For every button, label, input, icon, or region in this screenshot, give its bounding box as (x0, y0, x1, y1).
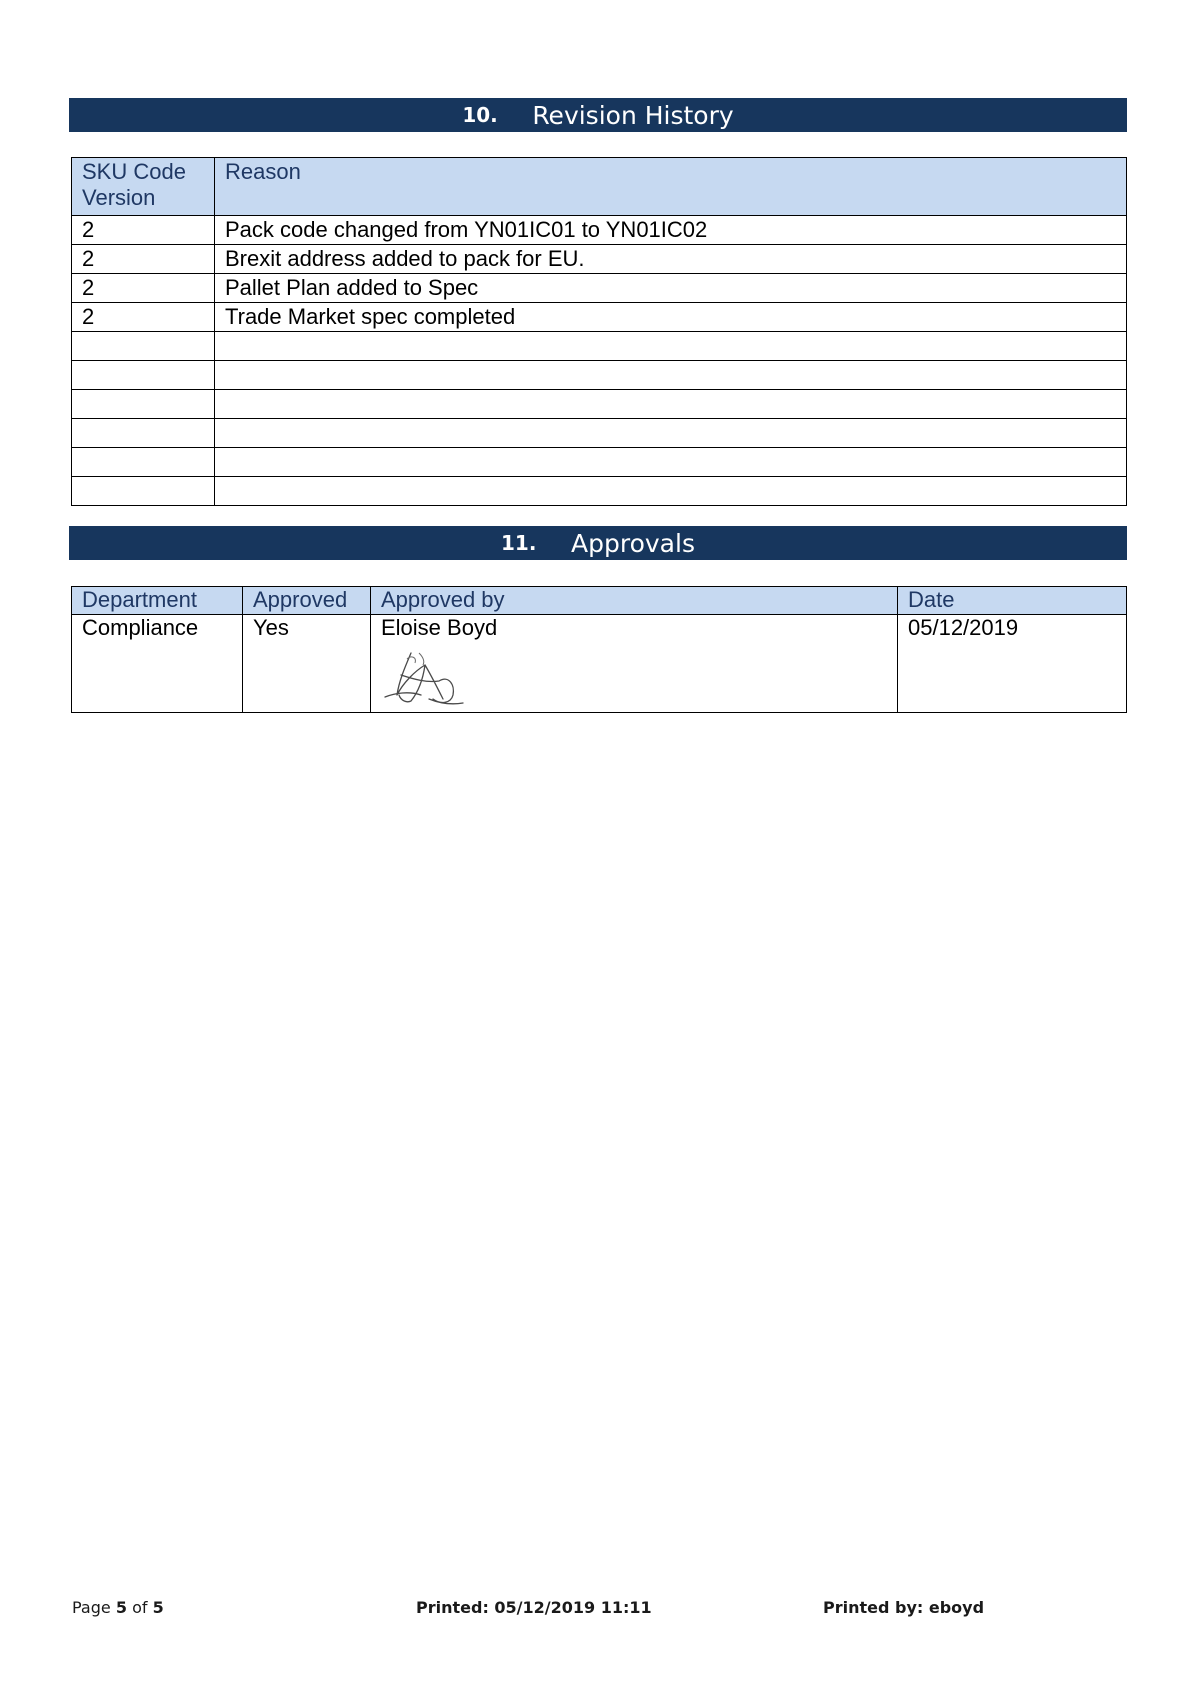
table-row (72, 477, 1127, 506)
cell-version: 2 (72, 303, 215, 332)
cell-version (72, 361, 215, 390)
header-date: Date (898, 587, 1127, 615)
cell-reason: Brexit address added to pack for EU. (215, 245, 1127, 274)
revision-history-table (71, 157, 1127, 506)
table-row (72, 615, 1127, 713)
printed-date (416, 1598, 652, 1617)
table-header-row (72, 587, 1127, 615)
table-row (72, 419, 1127, 448)
cell-reason (215, 477, 1127, 506)
signature-image (381, 645, 471, 707)
page-label: Page (72, 1598, 111, 1617)
header-approved: Approved (243, 587, 371, 615)
section-title: Approvals (571, 528, 695, 558)
cell-version (72, 448, 215, 477)
table-row (72, 245, 1127, 274)
table-row (72, 216, 1127, 245)
table-row (72, 303, 1127, 332)
header-sku-code-version: SKU Code Version (72, 158, 215, 216)
cell-approved: Yes (243, 615, 371, 713)
cell-version: 2 (72, 274, 215, 303)
cell-approved-by (371, 615, 898, 713)
page-number (72, 1598, 164, 1617)
table-row (72, 390, 1127, 419)
cell-reason (215, 448, 1127, 477)
page-of: of (132, 1598, 148, 1617)
cell-department: Compliance (72, 615, 243, 713)
cell-date: 05/12/2019 (898, 615, 1127, 713)
cell-reason (215, 361, 1127, 390)
approvals-table (71, 586, 1127, 713)
printed-by-text: Printed by: eboyd (823, 1598, 985, 1617)
cell-version: 2 (72, 245, 215, 274)
revision-history-heading (69, 98, 1127, 132)
table-row (72, 361, 1127, 390)
table-row (72, 332, 1127, 361)
cell-reason (215, 419, 1127, 448)
printed-by (823, 1598, 984, 1617)
section-number: 11. (501, 531, 537, 555)
header-approved-by: Approved by (371, 587, 898, 615)
cell-version: 2 (72, 216, 215, 245)
page-current: 5 (115, 1598, 127, 1617)
header-reason: Reason (215, 158, 1127, 216)
section-number: 10. (462, 103, 498, 127)
page-total: 5 (152, 1598, 164, 1617)
cell-reason: Pack code changed from YN01IC01 to YN01IC02 (215, 216, 1127, 245)
cell-version (72, 390, 215, 419)
approvals-heading (69, 526, 1127, 560)
cell-reason: Pallet Plan added to Spec (215, 274, 1127, 303)
cell-version (72, 419, 215, 448)
cell-reason (215, 390, 1127, 419)
table-row (72, 274, 1127, 303)
approver-name: Eloise Boyd (381, 615, 498, 640)
printed-date-text: Printed: 05/12/2019 11:11 (416, 1598, 652, 1617)
cell-version (72, 332, 215, 361)
section-title: Revision History (532, 100, 734, 130)
table-header-row (72, 158, 1127, 216)
cell-reason (215, 332, 1127, 361)
table-row (72, 448, 1127, 477)
cell-reason: Trade Market spec completed (215, 303, 1127, 332)
cell-version (72, 477, 215, 506)
header-department: Department (72, 587, 243, 615)
